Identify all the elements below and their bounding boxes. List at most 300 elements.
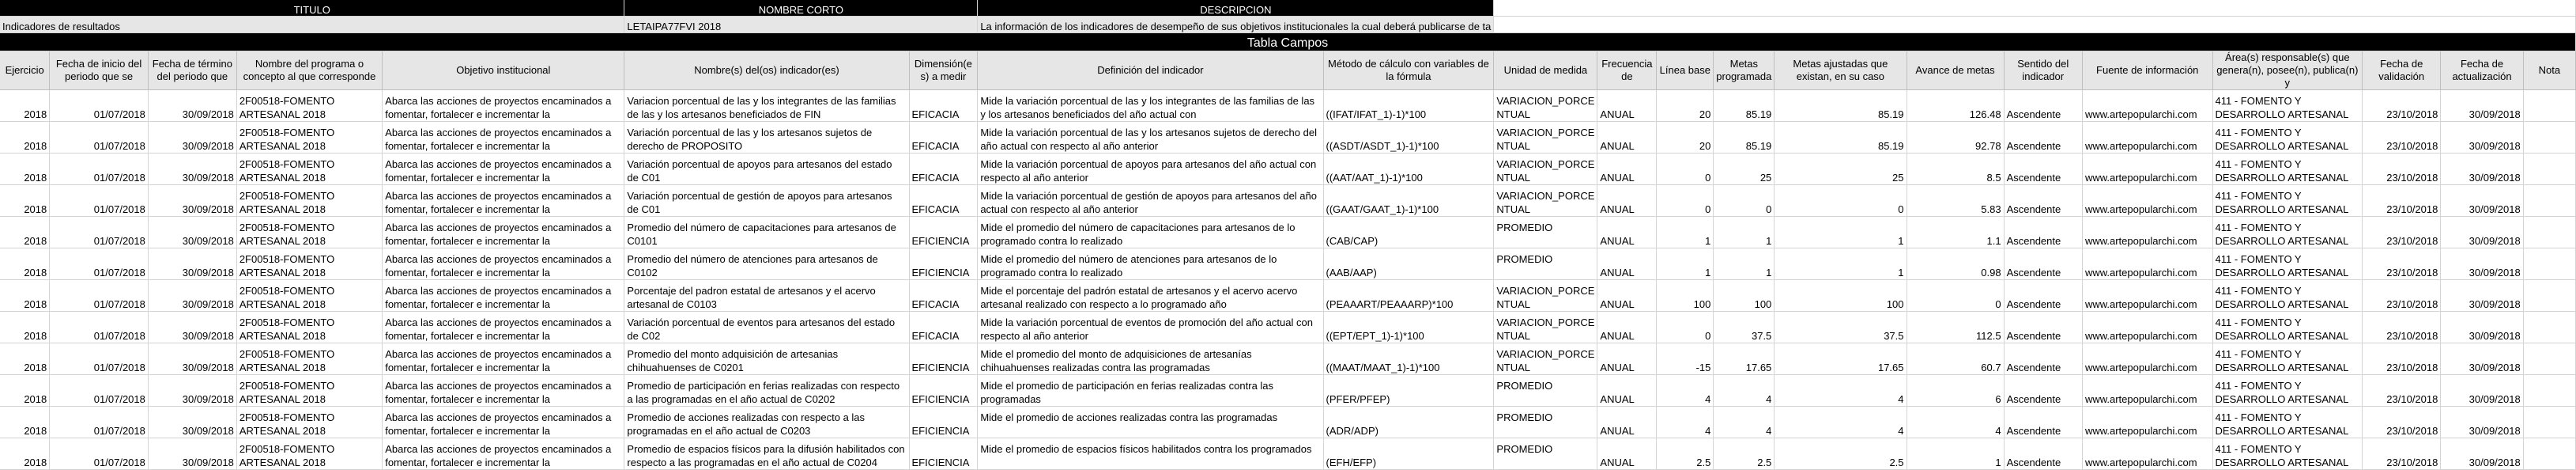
cell-text: Abarca las acciones de proyectos encaminados a fomentar, fortalecer e incrementar la xyxy=(385,127,612,152)
cell-ajustadas[interactable]: 4 xyxy=(1775,375,1907,407)
cell-programa[interactable] xyxy=(236,248,382,280)
cell-metodo[interactable]: (AAB/AAP) xyxy=(1323,248,1494,280)
cell-metas[interactable]: 4 xyxy=(1714,375,1775,407)
cell-validacion[interactable]: 23/10/2018 xyxy=(2363,122,2441,154)
cell-linea[interactable]: 1 xyxy=(1657,217,1714,248)
cell-fuente[interactable]: www.artepopularchi.com xyxy=(2082,217,2212,248)
cell-termino[interactable]: 30/09/2018 xyxy=(148,312,236,343)
cell-actualizacion[interactable]: 30/09/2018 xyxy=(2441,407,2523,438)
cell-validacion[interactable]: 23/10/2018 xyxy=(2363,217,2441,248)
descripcion-value[interactable]: La información de los indicadores de desempeño de sus objetivos institucionales la cual deberá publicarse de ta xyxy=(978,17,1494,33)
cell-text: VARIACION_PORCE NTUAL xyxy=(1496,190,1595,215)
cell-metas[interactable]: 85.19 xyxy=(1714,122,1775,154)
cell-unidad[interactable] xyxy=(1494,280,1597,312)
cell-dimension[interactable]: EFICACIA xyxy=(909,154,978,185)
cell-ejercicio[interactable]: 2018 xyxy=(0,280,50,312)
cell-inicio[interactable]: 01/07/2018 xyxy=(50,154,149,185)
cell-metodo[interactable]: ((AAT/AAT_1)-1)*100 xyxy=(1323,154,1494,185)
cell-unidad[interactable] xyxy=(1494,185,1597,217)
cell-frecuencia[interactable]: ANUAL xyxy=(1597,375,1657,407)
cell-sentido[interactable]: Ascendente xyxy=(2004,438,2082,470)
column-header[interactable]: Método de cálculo con variables de la fórmula xyxy=(1323,51,1494,90)
cell-frecuencia[interactable]: ANUAL xyxy=(1597,217,1657,248)
cell-objetivo[interactable] xyxy=(383,217,624,248)
cell-actualizacion[interactable]: 30/09/2018 xyxy=(2441,312,2523,343)
cell-area[interactable] xyxy=(2212,280,2363,312)
cell-metodo[interactable]: (PEAAART/PEAAARP)*100 xyxy=(1323,280,1494,312)
cell-validacion[interactable]: 23/10/2018 xyxy=(2363,154,2441,185)
empty-cells[interactable] xyxy=(1494,0,2576,17)
cell-dimension[interactable]: EFICIENCIA xyxy=(909,407,978,438)
cell-dimension[interactable]: EFICACIA xyxy=(909,90,978,122)
column-header[interactable]: Ejercicio xyxy=(0,51,50,90)
cell-fuente[interactable]: www.artepopularchi.com xyxy=(2082,248,2212,280)
cell-actualizacion[interactable]: 30/09/2018 xyxy=(2441,438,2523,470)
column-header[interactable]: Nota xyxy=(2523,51,2575,90)
cell-inicio[interactable]: 01/07/2018 xyxy=(50,185,149,217)
cell-nota[interactable] xyxy=(2523,185,2575,217)
cell-sentido[interactable]: Ascendente xyxy=(2004,122,2082,154)
cell-validacion[interactable]: 23/10/2018 xyxy=(2363,375,2441,407)
cell-dimension[interactable]: EFICACIA xyxy=(909,280,978,312)
cell-dimension[interactable]: EFICACIA xyxy=(909,122,978,154)
cell-definicion[interactable] xyxy=(978,248,1323,280)
cell-frecuencia[interactable]: ANUAL xyxy=(1597,154,1657,185)
cell-text: Abarca las acciones de proyectos encaminados a fomentar, fortalecer e incrementar la xyxy=(385,443,612,468)
cell-avance[interactable]: 60.7 xyxy=(1907,343,2004,375)
cell-metas[interactable]: 0 xyxy=(1714,185,1775,217)
cell-fuente[interactable]: www.artepopularchi.com xyxy=(2082,438,2212,470)
cell-inicio[interactable]: 01/07/2018 xyxy=(50,122,149,154)
cell-validacion[interactable]: 23/10/2018 xyxy=(2363,343,2441,375)
cell-nota[interactable] xyxy=(2523,154,2575,185)
cell-ejercicio[interactable]: 2018 xyxy=(0,438,50,470)
cell-sentido[interactable]: Ascendente xyxy=(2004,375,2082,407)
nombre-corto-header[interactable]: NOMBRE CORTO xyxy=(624,0,978,17)
cell-definicion[interactable] xyxy=(978,375,1323,407)
cell-ajustadas[interactable]: 85.19 xyxy=(1775,90,1907,122)
cell-metas[interactable]: 1 xyxy=(1714,217,1775,248)
cell-frecuencia[interactable]: ANUAL xyxy=(1597,280,1657,312)
cell-validacion[interactable]: 23/10/2018 xyxy=(2363,90,2441,122)
cell-ejercicio[interactable]: 2018 xyxy=(0,375,50,407)
cell-indicador[interactable] xyxy=(624,185,909,217)
cell-area[interactable] xyxy=(2212,375,2363,407)
cell-avance[interactable]: 126.48 xyxy=(1907,90,2004,122)
cell-validacion[interactable]: 23/10/2018 xyxy=(2363,280,2441,312)
cell-unidad[interactable] xyxy=(1494,122,1597,154)
cell-dimension[interactable]: EFICIENCIA xyxy=(909,248,978,280)
cell-text: 411 - FOMENTO Y DESARROLLO ARTESANAL xyxy=(2215,158,2348,184)
cell-ejercicio[interactable]: 2018 xyxy=(0,185,50,217)
cell-validacion[interactable]: 23/10/2018 xyxy=(2363,312,2441,343)
cell-metas[interactable]: 25 xyxy=(1714,154,1775,185)
column-header[interactable]: Objetivo institucional xyxy=(383,51,624,90)
cell-termino[interactable]: 30/09/2018 xyxy=(148,90,236,122)
cell-area[interactable] xyxy=(2212,185,2363,217)
cell-metodo[interactable]: (ADR/ADP) xyxy=(1323,407,1494,438)
cell-linea[interactable]: 100 xyxy=(1657,280,1714,312)
cell-termino[interactable]: 30/09/2018 xyxy=(148,122,236,154)
cell-validacion[interactable]: 23/10/2018 xyxy=(2363,248,2441,280)
cell-definicion[interactable] xyxy=(978,343,1323,375)
cell-sentido[interactable]: Ascendente xyxy=(2004,248,2082,280)
cell-nota[interactable] xyxy=(2523,343,2575,375)
cell-area[interactable] xyxy=(2212,312,2363,343)
cell-dimension[interactable]: EFICIENCIA xyxy=(909,375,978,407)
column-header[interactable]: Sentido del indicador xyxy=(2004,51,2082,90)
cell-linea[interactable]: 20 xyxy=(1657,122,1714,154)
cell-termino[interactable]: 30/09/2018 xyxy=(148,343,236,375)
cell-metodo[interactable]: ((MAAT/MAAT_1)-1)*100 xyxy=(1323,343,1494,375)
cell-objetivo[interactable] xyxy=(383,343,624,375)
cell-objetivo[interactable] xyxy=(383,407,624,438)
cell-avance[interactable]: 1 xyxy=(1907,438,2004,470)
cell-sentido[interactable]: Ascendente xyxy=(2004,154,2082,185)
cell-frecuencia[interactable]: ANUAL xyxy=(1597,407,1657,438)
table-row xyxy=(0,375,2576,407)
cell-unidad[interactable] xyxy=(1494,407,1597,438)
cell-metas[interactable]: 17.65 xyxy=(1714,343,1775,375)
cell-definicion[interactable] xyxy=(978,217,1323,248)
cell-objetivo[interactable] xyxy=(383,438,624,470)
cell-text: 411 - FOMENTO Y DESARROLLO ARTESANAL xyxy=(2215,411,2348,437)
cell-indicador[interactable] xyxy=(624,154,909,185)
cell-text: Mide la variación porcentual de gestión de apoyos para artesanos del año actual con respecto al año anterior xyxy=(980,190,1317,215)
cell-text: Variación porcentual de gestión de apoyos para artesanos de C01 xyxy=(627,190,892,215)
descripcion-header[interactable]: DESCRIPCION xyxy=(978,0,1494,17)
cell-validacion[interactable]: 23/10/2018 xyxy=(2363,407,2441,438)
cell-inicio[interactable]: 01/07/2018 xyxy=(50,343,149,375)
cell-ejercicio[interactable]: 2018 xyxy=(0,312,50,343)
cell-ajustadas[interactable]: 1 xyxy=(1775,248,1907,280)
cell-avance[interactable]: 112.5 xyxy=(1907,312,2004,343)
cell-inicio[interactable]: 01/07/2018 xyxy=(50,312,149,343)
cell-fuente[interactable]: www.artepopularchi.com xyxy=(2082,375,2212,407)
cell-objetivo[interactable] xyxy=(383,312,624,343)
cell-area[interactable] xyxy=(2212,90,2363,122)
cell-ejercicio[interactable]: 2018 xyxy=(0,343,50,375)
cell-fuente[interactable]: www.artepopularchi.com xyxy=(2082,122,2212,154)
cell-unidad[interactable] xyxy=(1494,375,1597,407)
cell-objetivo[interactable] xyxy=(383,90,624,122)
cell-unidad[interactable] xyxy=(1494,248,1597,280)
column-header[interactable]: Frecuencia de xyxy=(1597,51,1657,90)
cell-programa[interactable] xyxy=(236,217,382,248)
cell-sentido[interactable]: Ascendente xyxy=(2004,90,2082,122)
cell-indicador[interactable] xyxy=(624,438,909,470)
nombre-corto-value[interactable]: LETAIPA77FVI 2018 xyxy=(624,17,978,33)
cell-objetivo[interactable] xyxy=(383,280,624,312)
cell-objetivo[interactable] xyxy=(383,375,624,407)
cell-linea[interactable]: 0 xyxy=(1657,312,1714,343)
cell-dimension[interactable]: EFICIENCIA xyxy=(909,343,978,375)
cell-nota[interactable] xyxy=(2523,248,2575,280)
cell-termino[interactable]: 30/09/2018 xyxy=(148,407,236,438)
cell-area[interactable] xyxy=(2212,343,2363,375)
cell-definicion[interactable] xyxy=(978,185,1323,217)
column-header[interactable]: Línea base xyxy=(1657,51,1714,90)
cell-linea[interactable]: 0 xyxy=(1657,185,1714,217)
cell-avance[interactable]: 0 xyxy=(1907,280,2004,312)
cell-termino[interactable]: 30/09/2018 xyxy=(148,217,236,248)
cell-linea[interactable]: 2.5 xyxy=(1657,438,1714,470)
cell-programa[interactable] xyxy=(236,312,382,343)
cell-validacion[interactable]: 23/10/2018 xyxy=(2363,185,2441,217)
column-header[interactable]: Fecha de validación xyxy=(2363,51,2441,90)
cell-actualizacion[interactable]: 30/09/2018 xyxy=(2441,248,2523,280)
cell-nota[interactable] xyxy=(2523,375,2575,407)
cell-avance[interactable]: 1.1 xyxy=(1907,217,2004,248)
cell-programa[interactable] xyxy=(236,407,382,438)
cell-area[interactable] xyxy=(2212,438,2363,470)
table-row xyxy=(0,248,2576,280)
cell-fuente[interactable]: www.artepopularchi.com xyxy=(2082,312,2212,343)
titulo-header[interactable]: TITULO xyxy=(0,0,624,17)
cell-termino[interactable]: 30/09/2018 xyxy=(148,154,236,185)
cell-metodo[interactable]: (EFH/EFP) xyxy=(1323,438,1494,470)
cell-unidad[interactable] xyxy=(1494,312,1597,343)
cell-avance[interactable]: 92.78 xyxy=(1907,122,2004,154)
cell-programa[interactable] xyxy=(236,343,382,375)
cell-dimension[interactable]: EFICIENCIA xyxy=(909,217,978,248)
cell-metodo[interactable]: ((ASDT/ASDT_1)-1)*100 xyxy=(1323,122,1494,154)
cell-definicion[interactable] xyxy=(978,312,1323,343)
cell-dimension[interactable]: EFICACIA xyxy=(909,185,978,217)
cell-indicador[interactable] xyxy=(624,122,909,154)
cell-sentido[interactable]: Ascendente xyxy=(2004,407,2082,438)
cell-termino[interactable]: 30/09/2018 xyxy=(148,185,236,217)
cell-avance[interactable]: 5.83 xyxy=(1907,185,2004,217)
cell-indicador[interactable] xyxy=(624,407,909,438)
cell-metodo[interactable]: ((GAAT/GAAT_1)-1)*100 xyxy=(1323,185,1494,217)
cell-indicador[interactable] xyxy=(624,375,909,407)
cell-metodo[interactable]: (CAB/CAP) xyxy=(1323,217,1494,248)
table-row xyxy=(0,280,2576,312)
cell-nota[interactable] xyxy=(2523,438,2575,470)
cell-ejercicio[interactable]: 2018 xyxy=(0,122,50,154)
cell-fuente[interactable]: www.artepopularchi.com xyxy=(2082,407,2212,438)
cell-text: Promedio de espacios físicos para la difusión habilitados con respecto a las programadas en el año actual de C0204 xyxy=(627,443,905,468)
cell-definicion[interactable] xyxy=(978,407,1323,438)
cell-metas[interactable]: 85.19 xyxy=(1714,90,1775,122)
cell-actualizacion[interactable]: 30/09/2018 xyxy=(2441,375,2523,407)
cell-area[interactable] xyxy=(2212,217,2363,248)
cell-ajustadas[interactable]: 85.19 xyxy=(1775,122,1907,154)
cell-indicador[interactable] xyxy=(624,312,909,343)
cell-actualizacion[interactable]: 30/09/2018 xyxy=(2441,122,2523,154)
cell-linea[interactable]: 1 xyxy=(1657,248,1714,280)
cell-frecuencia[interactable]: ANUAL xyxy=(1597,122,1657,154)
cell-linea[interactable]: 4 xyxy=(1657,375,1714,407)
column-header[interactable]: Metas ajustadas que existan, en su caso xyxy=(1775,51,1907,90)
column-header[interactable]: Metas programada xyxy=(1714,51,1775,90)
column-header[interactable]: Nombre(s) del(os) indicador(es) xyxy=(624,51,909,90)
cell-unidad[interactable] xyxy=(1494,217,1597,248)
cell-frecuencia[interactable]: ANUAL xyxy=(1597,312,1657,343)
column-header[interactable]: Nombre del programa o concepto al que corresponde xyxy=(236,51,382,90)
column-header[interactable]: Definición del indicador xyxy=(978,51,1323,90)
cell-indicador[interactable] xyxy=(624,248,909,280)
cell-programa[interactable] xyxy=(236,438,382,470)
cell-dimension[interactable]: EFICIENCIA xyxy=(909,438,978,470)
cell-area[interactable] xyxy=(2212,248,2363,280)
cell-metas[interactable]: 100 xyxy=(1714,280,1775,312)
cell-ejercicio[interactable]: 2018 xyxy=(0,248,50,280)
cell-termino[interactable]: 30/09/2018 xyxy=(148,280,236,312)
cell-dimension[interactable]: EFICACIA xyxy=(909,312,978,343)
cell-nota[interactable] xyxy=(2523,122,2575,154)
cell-programa[interactable] xyxy=(236,185,382,217)
cell-termino[interactable]: 30/09/2018 xyxy=(148,248,236,280)
cell-inicio[interactable]: 01/07/2018 xyxy=(50,375,149,407)
cell-termino[interactable]: 30/09/2018 xyxy=(148,438,236,470)
cell-ajustadas[interactable]: 4 xyxy=(1775,407,1907,438)
column-header[interactable]: Fecha de inicio del periodo que se xyxy=(50,51,149,90)
cell-actualizacion[interactable]: 30/09/2018 xyxy=(2441,217,2523,248)
cell-avance[interactable]: 4 xyxy=(1907,407,2004,438)
cell-area[interactable] xyxy=(2212,122,2363,154)
cell-frecuencia[interactable]: ANUAL xyxy=(1597,90,1657,122)
cell-text: 411 - FOMENTO Y DESARROLLO ARTESANAL xyxy=(2215,348,2348,373)
cell-inicio[interactable]: 01/07/2018 xyxy=(50,248,149,280)
cell-objetivo[interactable] xyxy=(383,248,624,280)
cell-programa[interactable] xyxy=(236,122,382,154)
cell-frecuencia[interactable]: ANUAL xyxy=(1597,248,1657,280)
cell-objetivo[interactable] xyxy=(383,122,624,154)
cell-ejercicio[interactable]: 2018 xyxy=(0,154,50,185)
cell-area[interactable] xyxy=(2212,407,2363,438)
cell-sentido[interactable]: Ascendente xyxy=(2004,343,2082,375)
cell-metas[interactable]: 2.5 xyxy=(1714,438,1775,470)
column-header[interactable]: Avance de metas xyxy=(1907,51,2004,90)
cell-actualizacion[interactable]: 30/09/2018 xyxy=(2441,185,2523,217)
cell-definicion[interactable] xyxy=(978,280,1323,312)
cell-linea[interactable]: -15 xyxy=(1657,343,1714,375)
cell-nota[interactable] xyxy=(2523,90,2575,122)
cell-fuente[interactable]: www.artepopularchi.com xyxy=(2082,185,2212,217)
cell-nota[interactable] xyxy=(2523,312,2575,343)
cell-avance[interactable]: 8.5 xyxy=(1907,154,2004,185)
cell-actualizacion[interactable]: 30/09/2018 xyxy=(2441,280,2523,312)
cell-area[interactable] xyxy=(2212,154,2363,185)
cell-ajustadas[interactable]: 25 xyxy=(1775,154,1907,185)
cell-text: 411 - FOMENTO Y DESARROLLO ARTESANAL xyxy=(2215,222,2348,247)
cell-metodo[interactable]: (PFER/PFEP) xyxy=(1323,375,1494,407)
column-header[interactable]: Área(s) responsable(s) que genera(n), posee(n), publica(n) y xyxy=(2212,51,2363,90)
cell-unidad[interactable] xyxy=(1494,343,1597,375)
cell-sentido[interactable]: Ascendente xyxy=(2004,312,2082,343)
cell-programa[interactable] xyxy=(236,90,382,122)
cell-sentido[interactable]: Ascendente xyxy=(2004,185,2082,217)
cell-ajustadas[interactable]: 1 xyxy=(1775,217,1907,248)
cell-ajustadas[interactable]: 37.5 xyxy=(1775,312,1907,343)
cell-text: Abarca las acciones de proyectos encaminados a fomentar, fortalecer e incrementar la xyxy=(385,158,612,184)
cell-definicion[interactable] xyxy=(978,154,1323,185)
cell-fuente[interactable]: www.artepopularchi.com xyxy=(2082,90,2212,122)
cell-linea[interactable]: 0 xyxy=(1657,154,1714,185)
cell-text: 411 - FOMENTO Y DESARROLLO ARTESANAL xyxy=(2215,316,2348,342)
tabla-campos-band[interactable]: Tabla Campos xyxy=(0,33,2576,51)
cell-sentido[interactable]: Ascendente xyxy=(2004,280,2082,312)
cell-fuente[interactable]: www.artepopularchi.com xyxy=(2082,280,2212,312)
cell-frecuencia[interactable]: ANUAL xyxy=(1597,438,1657,470)
cell-avance[interactable]: 0.98 xyxy=(1907,248,2004,280)
column-header[interactable]: Fecha de actualización xyxy=(2441,51,2523,90)
cell-ajustadas[interactable]: 2.5 xyxy=(1775,438,1907,470)
cell-inicio[interactable]: 01/07/2018 xyxy=(50,438,149,470)
cell-indicador[interactable] xyxy=(624,217,909,248)
titulo-value[interactable]: Indicadores de resultados xyxy=(0,17,624,33)
cell-validacion[interactable]: 23/10/2018 xyxy=(2363,438,2441,470)
cell-fuente[interactable]: www.artepopularchi.com xyxy=(2082,154,2212,185)
cell-indicador[interactable] xyxy=(624,90,909,122)
cell-actualizacion[interactable]: 30/09/2018 xyxy=(2441,343,2523,375)
cell-programa[interactable] xyxy=(236,375,382,407)
cell-inicio[interactable]: 01/07/2018 xyxy=(50,217,149,248)
cell-inicio[interactable]: 01/07/2018 xyxy=(50,280,149,312)
cell-metodo[interactable]: ((IFAT/IFAT_1)-1)*100 xyxy=(1323,90,1494,122)
column-header[interactable]: Unidad de medida xyxy=(1494,51,1597,90)
cell-definicion[interactable] xyxy=(978,438,1323,470)
cell-text: Mide el promedio del número de atenciones para artesanos de lo programado contra lo realizado xyxy=(980,253,1277,279)
cell-nota[interactable] xyxy=(2523,407,2575,438)
cell-metas[interactable]: 1 xyxy=(1714,248,1775,280)
cell-indicador[interactable] xyxy=(624,343,909,375)
cell-ejercicio[interactable]: 2018 xyxy=(0,407,50,438)
column-header[interactable]: Dimensión(e s) a medir xyxy=(909,51,978,90)
cell-linea[interactable]: 20 xyxy=(1657,90,1714,122)
cell-metodo[interactable]: ((EPT/EPT_1)-1)*100 xyxy=(1323,312,1494,343)
cell-frecuencia[interactable]: ANUAL xyxy=(1597,185,1657,217)
cell-definicion[interactable] xyxy=(978,122,1323,154)
cell-avance[interactable]: 6 xyxy=(1907,375,2004,407)
cell-objetivo[interactable] xyxy=(383,154,624,185)
cell-fuente[interactable]: www.artepopularchi.com xyxy=(2082,343,2212,375)
cell-nota[interactable] xyxy=(2523,280,2575,312)
cell-termino[interactable]: 30/09/2018 xyxy=(148,375,236,407)
cell-ajustadas[interactable]: 0 xyxy=(1775,185,1907,217)
column-header[interactable]: Fuente de información xyxy=(2082,51,2212,90)
cell-text: 411 - FOMENTO Y DESARROLLO ARTESANAL xyxy=(2215,253,2348,279)
cell-unidad[interactable] xyxy=(1494,154,1597,185)
cell-nota[interactable] xyxy=(2523,217,2575,248)
cell-sentido[interactable]: Ascendente xyxy=(2004,217,2082,248)
cell-ajustadas[interactable]: 17.65 xyxy=(1775,343,1907,375)
cell-actualizacion[interactable]: 30/09/2018 xyxy=(2441,90,2523,122)
cell-objetivo[interactable] xyxy=(383,185,624,217)
cell-ajustadas[interactable]: 100 xyxy=(1775,280,1907,312)
cell-definicion[interactable] xyxy=(978,90,1323,122)
cell-indicador[interactable] xyxy=(624,280,909,312)
cell-ejercicio[interactable]: 2018 xyxy=(0,217,50,248)
column-header[interactable]: Fecha de término del periodo que xyxy=(148,51,236,90)
cell-programa[interactable] xyxy=(236,280,382,312)
cell-inicio[interactable]: 01/07/2018 xyxy=(50,407,149,438)
cell-unidad[interactable] xyxy=(1494,90,1597,122)
cell-inicio[interactable]: 01/07/2018 xyxy=(50,90,149,122)
cell-ejercicio[interactable]: 2018 xyxy=(0,90,50,122)
cell-linea[interactable]: 4 xyxy=(1657,407,1714,438)
cell-frecuencia[interactable]: ANUAL xyxy=(1597,343,1657,375)
cell-unidad[interactable] xyxy=(1494,438,1597,470)
cell-actualizacion[interactable]: 30/09/2018 xyxy=(2441,154,2523,185)
cell-metas[interactable]: 4 xyxy=(1714,407,1775,438)
cell-text: Variación porcentual de las y los artesanos sujetos de derecho de PROPOSITO xyxy=(627,127,873,152)
empty-cells[interactable] xyxy=(1494,17,2576,33)
cell-metas[interactable]: 37.5 xyxy=(1714,312,1775,343)
cell-programa[interactable] xyxy=(236,154,382,185)
